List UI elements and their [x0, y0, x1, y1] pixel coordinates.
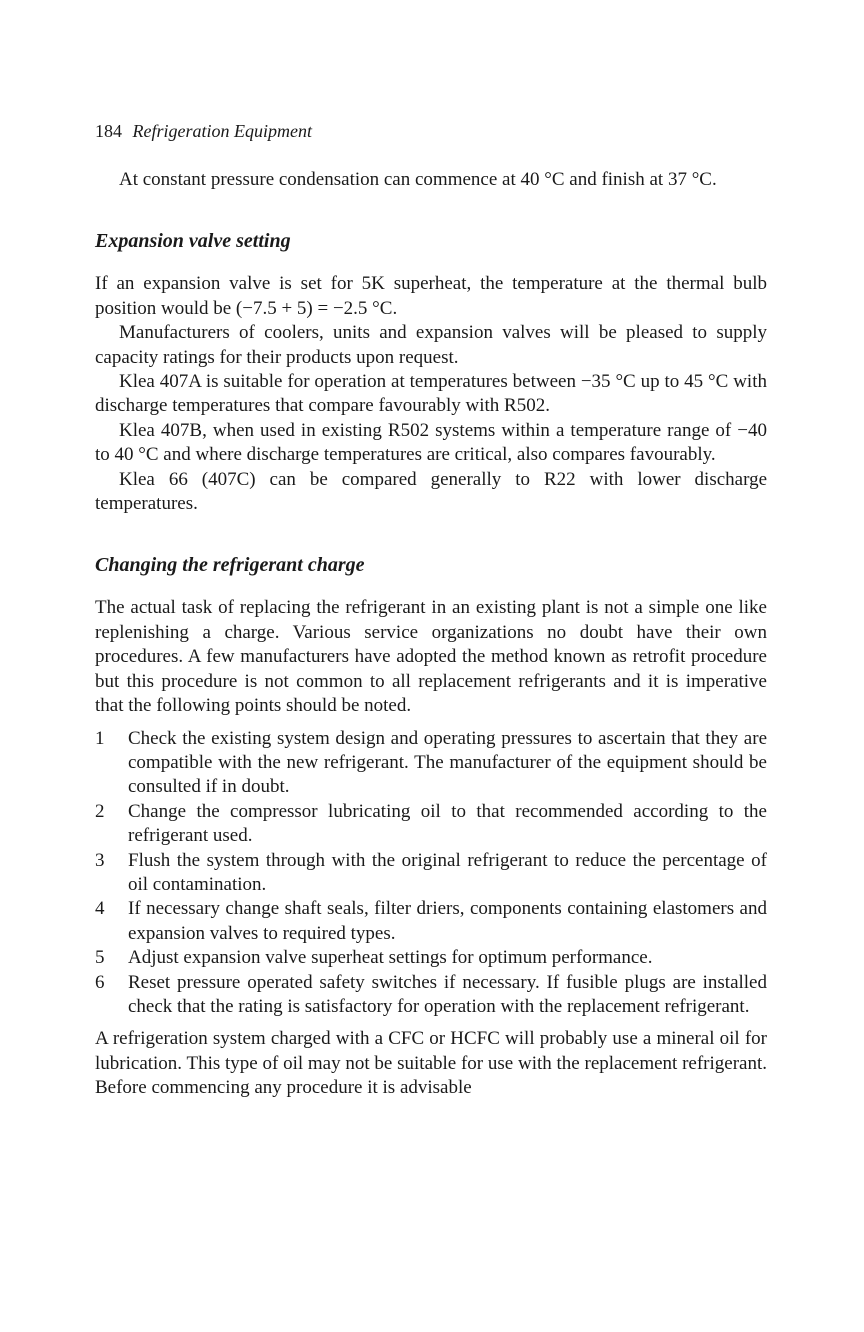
list-item: [95, 897, 767, 946]
list-text: Adjust expansion valve superheat settings for optimum performance.: [128, 947, 653, 969]
list-item: [95, 971, 767, 1020]
section-heading-changing-charge: Changing the refrigerant charge: [95, 554, 365, 577]
list-item: [95, 800, 767, 849]
list-number: 5: [95, 947, 105, 969]
paragraph: A refrigeration system charged with a CFC or HCFC will probably use a mineral oil for lubrication. This type of oil may not be suitable for use with the replacement refrigerant. Before commencing any procedure it is advisable: [95, 1028, 767, 1099]
running-title: Refrigeration Equipment: [132, 121, 312, 141]
list-item: [95, 727, 767, 800]
paragraph: If an expansion valve is set for 5K superheat, the temperature at the thermal bulb position would be (−7.5 + 5) = −2.5 °C.: [95, 273, 767, 319]
body-text: [95, 168, 767, 1101]
list-text: If necessary change shaft seals, filter driers, components containing elastomers and expansion valves to required types.: [128, 898, 767, 944]
page-number: 184: [95, 121, 122, 141]
paragraph: Klea 407B, when used in existing R502 systems within a temperature range of −40 to 40 °C and where discharge temperatures are critical, also compares favourably.: [95, 419, 767, 466]
list-text: Flush the system through with the original refrigerant to reduce the percentage of oil contamination.: [128, 849, 767, 895]
list-number: 6: [95, 971, 105, 993]
list-text: Check the existing system design and operating pressures to ascertain that they are compatible with the new refrigerant. The manufacturer of the equipment should be consulted if in doubt.: [128, 727, 767, 798]
paragraph: The actual task of replacing the refrigerant in an existing plant is not a simple one like replenishing a charge. Various service organizations no doubt have their own procedures. A few manufacturers have adopted the method known as retrofit procedure but this procedure is not common to all replacement refrigerants and it is imperative that the following points should be noted.: [95, 597, 767, 717]
list-text: Reset pressure operated safety switches if necessary. If fusible plugs are installed check that the rating is satisfactory for operation with the replacement refrigerant.: [128, 971, 767, 1017]
list-number: 1: [95, 727, 105, 749]
numbered-list: [95, 727, 767, 1020]
list-text: Change the compressor lubricating oil to that recommended according to the refrigerant used.: [128, 800, 767, 847]
list-number: 4: [95, 898, 105, 920]
running-header: [95, 119, 312, 143]
list-item: [95, 946, 767, 970]
paragraph: Manufacturers of coolers, units and expansion valves will be pleased to supply capacity ratings for their products upon request.: [95, 322, 767, 368]
list-item: [95, 849, 767, 898]
list-number: 2: [95, 800, 105, 822]
paragraph: Klea 407A is suitable for operation at temperatures between −35 °C up to 45 °C with discharge temperatures that compare favourably with R502.: [95, 371, 767, 417]
intro-paragraph: At constant pressure condensation can commence at 40 °C and finish at 37 °C.: [119, 169, 717, 190]
list-number: 3: [95, 849, 105, 871]
paragraph: Klea 66 (407C) can be compared generally to R22 with lower discharge temperatures.: [95, 468, 767, 515]
section-heading-expansion-valve: Expansion valve setting: [95, 230, 291, 253]
